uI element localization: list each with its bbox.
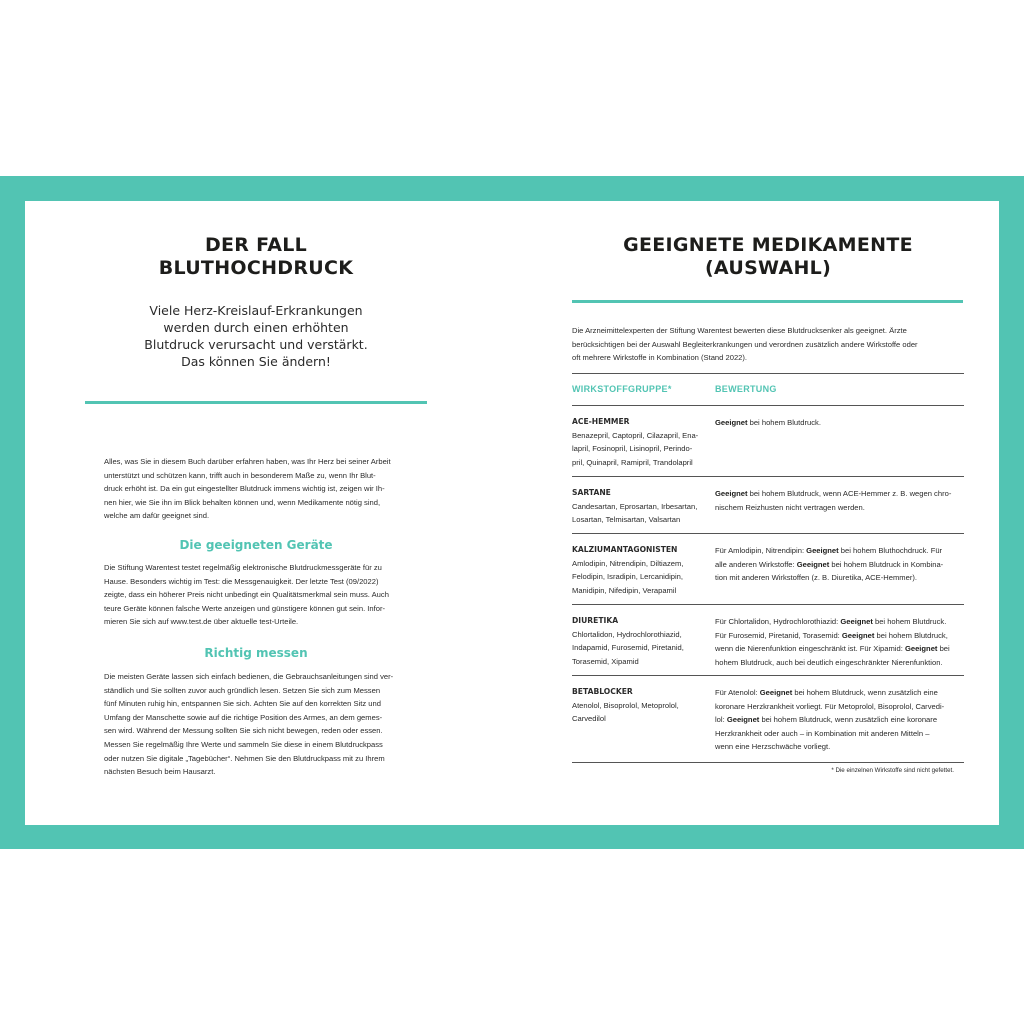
rating-text: alle anderen Wirkstoffe:	[715, 559, 797, 569]
rating-text: Für Furosemid, Piretanid, Torasemid:	[715, 630, 842, 640]
text-line: oft mehrere Wirkstoffe in Kombination (Stand 2022).	[572, 353, 748, 363]
text-line: teure Geräte können falsche Werte anzeigen und günstigere können gut sein. Infor-	[104, 603, 386, 613]
text-line: sen wird. Während der Messung sollten Sie sich nicht bewegen, reden oder essen.	[104, 726, 383, 736]
text-line: unterstützt und schützen kann, trifft auch in besonderem Maße zu, wenn Ihr Blut-	[104, 470, 376, 480]
rating-line	[715, 713, 965, 727]
divider-right	[572, 300, 963, 303]
table-row	[572, 477, 964, 534]
rating-line	[715, 571, 965, 585]
text-line: welche am dafür geeignet sind.	[104, 511, 210, 521]
text-line: Alles, was Sie in diesem Buch darüber erfahren haben, was Ihr Herz bei seiner Arbeit	[104, 457, 391, 466]
rating-emphasis: Geeignet	[796, 559, 830, 569]
substance-line: lapril, Fosinopril, Lisinopril, Perindo-	[572, 444, 693, 454]
cell-group	[572, 486, 708, 527]
text-line: zeigte, dass ein höherer Preis nicht unbedingt ein Qualitätsmerkmal sein muss. Auch	[104, 590, 389, 600]
substance-line: Carvedilol	[572, 714, 606, 724]
rating-text: nischem Reizhusten nicht vertragen werden.	[715, 502, 865, 512]
rating-emphasis: Geeignet	[904, 644, 938, 654]
paragraph-devices	[104, 561, 412, 629]
text-line: Umfang der Manschette sowie auf die richtige Position des Armes, an dem gemes-	[104, 712, 383, 722]
group-name: SARTANE	[572, 488, 611, 497]
rating-text: bei hohem Blutdruck.	[872, 617, 947, 626]
rating-text: bei hohem Bluthochdruck. Für	[838, 546, 943, 555]
paragraph-measuring	[104, 670, 412, 779]
column-header-rating: BEWERTUNG	[715, 384, 777, 394]
text-line: Hause. Besonders wichtig im Test: die Messgenauigkeit. Der letzte Test (09/2022)	[104, 576, 379, 586]
substance-line: Torasemid, Xipamid	[572, 656, 639, 666]
cell-rating	[715, 615, 965, 669]
text-line: mieren Sie sich auf www.test.de über aktuelle test-Urteile.	[104, 617, 299, 627]
group-name: DIURETIKA	[572, 616, 619, 625]
rating-text: wenn eine Herzschwäche vorliegt.	[715, 742, 831, 752]
rating-text: lol:	[715, 715, 727, 725]
heading-devices: Die geeigneten Geräte	[179, 538, 333, 552]
text-line: fünf Minuten ruhig hin, entspannen Sie sich. Achten Sie auf den korrekten Sitz und	[104, 699, 381, 709]
intro-line: Blutdruck verursacht und verstärkt.	[144, 337, 368, 352]
text-line: nächsten Besuch beim Hausarzt.	[104, 767, 216, 777]
medication-intro	[572, 324, 964, 365]
rating-text: bei	[937, 644, 950, 654]
intro-line: Das können Sie ändern!	[181, 354, 331, 369]
text-line: Die Stiftung Warentest testet regelmäßig elektronische Blutdruckmessgeräte für zu	[104, 563, 382, 572]
text-line: Die Arzneimittelexperten der Stiftung Warentest bewerten diese Blutdrucksenker als geeignet. Ärzte	[572, 326, 907, 335]
intro-line: werden durch einen erhöhten	[163, 320, 349, 335]
rating-emphasis: Geeignet	[759, 688, 793, 697]
footnote: * Die einzelnen Wirkstoffe sind nicht gefettet.	[831, 767, 954, 774]
cell-group	[572, 614, 708, 668]
title-line: BLUTHOCHDRUCK	[158, 257, 354, 279]
title-line: GEEIGNETE MEDIKAMENTE	[623, 234, 913, 256]
substance-line: Amlodipin, Nitrendipin, Diltiazem,	[572, 558, 684, 568]
paragraph-intro	[104, 455, 412, 523]
group-name: KALZIUMANTAGONISTEN	[572, 545, 678, 554]
rating-emphasis: Geeignet	[806, 546, 839, 555]
column-header-group: WIRKSTOFFGRUPPE*	[572, 384, 672, 394]
rating-line	[715, 727, 965, 741]
rating-line	[715, 700, 965, 714]
rating-text: bei hohem Blutdruck.	[747, 418, 821, 427]
cell-group	[572, 685, 708, 726]
group-name: BETABLOCKER	[572, 687, 633, 696]
text-line: druck erhöht ist. Da ein gut eingestellter Blutdruck immens wichtig ist, zeigen wir Ih-	[104, 484, 385, 494]
intro-text	[125, 302, 387, 370]
text-line: oder nutzen Sie digitale „Tagebücher“. Nehmen Sie den Blutdruckpass mit zu Ihrem	[104, 753, 385, 763]
rating-line	[715, 686, 965, 700]
text-line: berücksichtigen bei der Auswahl Begleiterkrankungen und verordnen zusätzlich andere Wirkstoffe oder	[572, 339, 918, 349]
rating-text: Für Chlortalidon, Hydrochlorothiazid:	[715, 617, 841, 626]
text-line: nen hier, wie Sie ihn im Blick behalten können und, wenn Medikamente nötig sind,	[104, 497, 381, 507]
rating-text: Für Atenolol:	[715, 688, 760, 697]
rating-line	[715, 740, 965, 754]
rating-text: wenn die Nierenfunktion eingeschränkt ist. Für Xipamid:	[715, 644, 905, 654]
rating-text: bei hohem Blutdruck in Kombina-	[829, 559, 944, 569]
rating-text: koronare Herzkrankheit vorliegt. Für Metoprolol, Bisoprolol, Carvedi-	[715, 701, 945, 711]
rating-emphasis: Geeignet	[715, 489, 748, 498]
substance-line: Benazepril, Captopril, Cilazapril, Ena-	[572, 430, 699, 440]
cell-rating	[715, 686, 965, 754]
rating-text: bei hohem Blutdruck,	[874, 630, 948, 640]
book-spread	[25, 201, 999, 825]
page-title-left	[105, 234, 407, 280]
rating-text: bei hohem Blutdruck, wenn zusätzlich eine koronare	[759, 715, 938, 725]
substance-line: Candesartan, Eprosartan, Irbesartan,	[572, 501, 698, 511]
intro-line: Viele Herz-Kreislauf-Erkrankungen	[149, 303, 363, 318]
table-row	[572, 605, 964, 676]
rating-line	[715, 642, 965, 656]
rating-line	[715, 544, 965, 558]
table-header	[572, 373, 964, 406]
divider-left	[85, 401, 427, 404]
group-name: ACE-HEMMER	[572, 417, 630, 426]
rating-emphasis: Geeignet	[726, 715, 760, 725]
substance-line: pril, Quinapril, Ramipril, Trandolapril	[572, 457, 693, 467]
rating-line	[715, 629, 965, 643]
rating-text: bei hohem Blutdruck, wenn zusätzlich eine	[792, 688, 938, 697]
rating-line	[715, 615, 965, 629]
substance-line: Losartan, Telmisartan, Valsartan	[572, 515, 681, 525]
rating-line	[715, 416, 965, 430]
text-line: ständlich und Sie sollten zuvor auch gründlich lesen. Setzen Sie sich zum Messen	[104, 685, 381, 695]
rating-line	[715, 487, 965, 501]
rating-text: Herzkrankheit oder auch – in Kombination mit anderen Mitteln –	[715, 728, 930, 738]
rating-text: Für Amlodipin, Nitrendipin:	[715, 546, 807, 555]
cell-group	[572, 543, 708, 597]
heading-measuring: Richtig messen	[204, 646, 308, 660]
table-row	[572, 676, 964, 763]
medication-table	[572, 373, 964, 763]
table-row	[572, 406, 964, 477]
rating-emphasis: Geeignet	[715, 418, 748, 427]
text-line: Messen Sie regelmäßig Ihre Werte und sammeln Sie diese in einem Blutdruckpass	[104, 739, 383, 749]
substance-line: Manidipin, Nifedipin, Verapamil	[572, 585, 677, 595]
substance-line: Atenolol, Bisoprolol, Metoprolol,	[572, 700, 679, 710]
cell-group	[572, 415, 708, 469]
cell-rating	[715, 544, 965, 585]
page-title-right	[573, 234, 963, 280]
table-row	[572, 534, 964, 605]
rating-text: tion mit anderen Wirkstoffen (z. B. Diuretika, ACE-Hemmer).	[715, 573, 917, 583]
text-line: Die meisten Geräte lassen sich einfach bedienen, die Gebrauchsanleitungen sind ver-	[104, 672, 394, 681]
substance-line: Felodipin, Isradipin, Lercanidipin,	[572, 572, 684, 582]
rating-emphasis: Geeignet	[840, 617, 873, 626]
substance-line: Indapamid, Furosemid, Piretanid,	[572, 643, 684, 653]
rating-line	[715, 501, 965, 515]
rating-text: hohem Blutdruck, auch bei deutlich eingeschränkter Nierenfunktion.	[715, 657, 943, 667]
cell-rating	[715, 487, 965, 514]
rating-line	[715, 656, 965, 670]
cell-rating	[715, 416, 965, 430]
title-line: DER FALL	[204, 234, 308, 256]
title-line: (AUSWAHL)	[704, 257, 832, 279]
substance-line: Chlortalidon, Hydrochlorothiazid,	[572, 629, 682, 639]
rating-emphasis: Geeignet	[841, 630, 875, 640]
rating-text: bei hohem Blutdruck, wenn ACE-Hemmer z. B. wegen chro-	[747, 489, 952, 498]
rating-line	[715, 558, 965, 572]
